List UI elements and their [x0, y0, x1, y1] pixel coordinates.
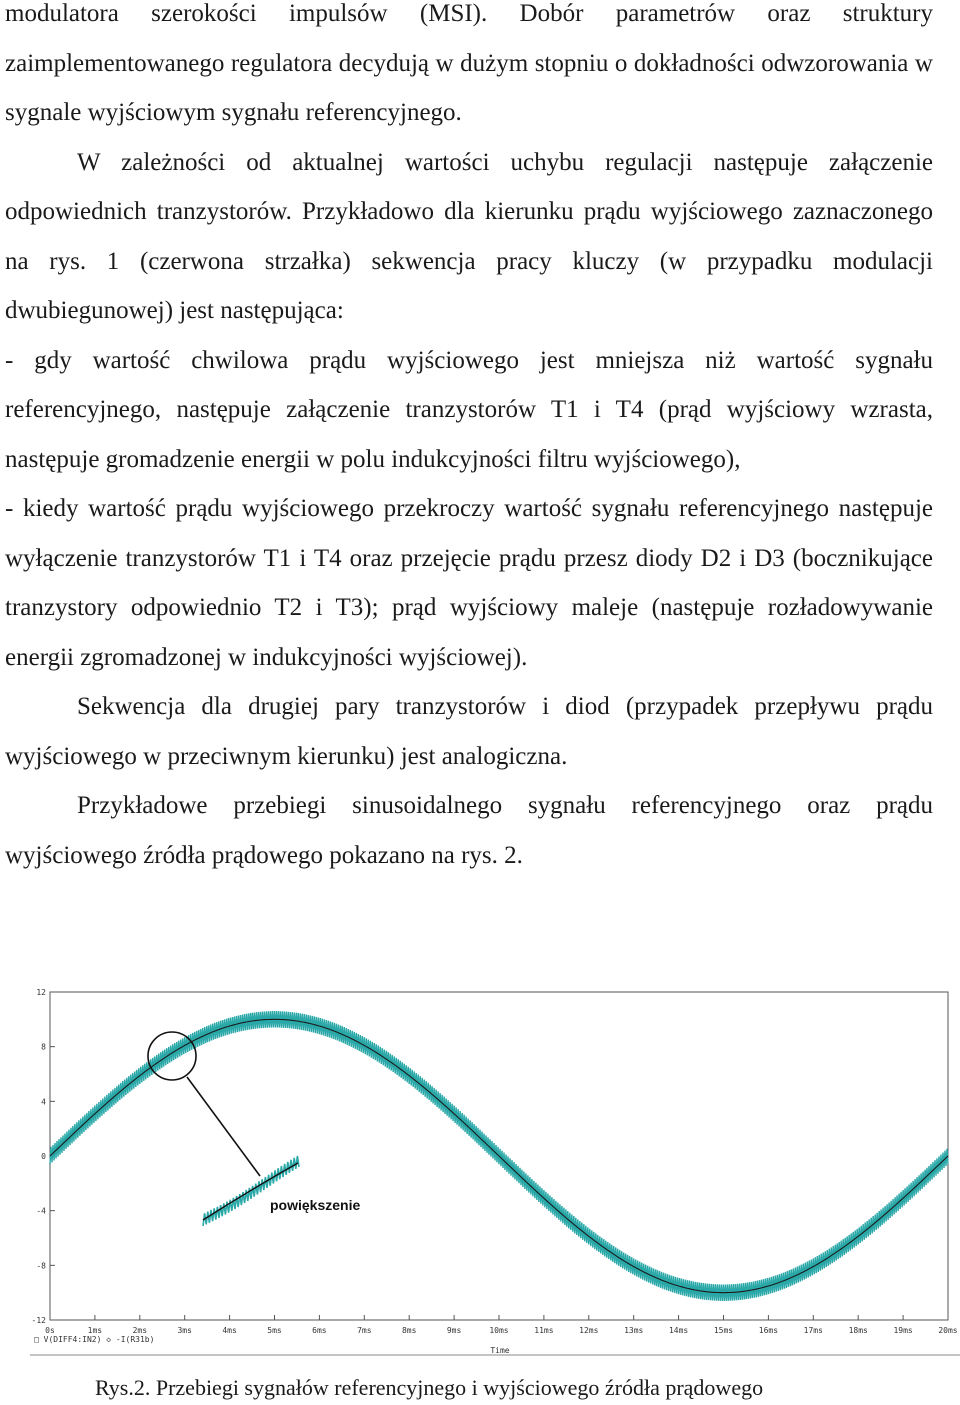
x-tick-label: 10ms [489, 1326, 509, 1335]
x-axis-title: Time [490, 1346, 510, 1355]
legend: □ V(DIFF4:IN2) ◇ -I(R31b) [34, 1335, 155, 1344]
series-reference-signal [50, 1019, 948, 1292]
y-tick-label: 8 [41, 1042, 46, 1052]
y-tick-label: 0 [41, 1152, 46, 1161]
paragraph-4: - kiedy wartość prądu wyjściowego przekroczy wartość sygnału referencyjnego następuje wyłączenie tranzystorów T1 i T4 oraz przejęcie prądu przesz diody D2 i D3 (bocznikujące tranzystory odpowiednio T2 i T3); prąd wyjściowy maleje (następuje rozładowywanie energii zgromadzonej w indukcyjności wyjściowej). [5, 495, 933, 671]
waveform-chart [30, 985, 960, 1360]
x-tick-label: 6ms [312, 1326, 327, 1335]
x-tick-label: 1ms [87, 1326, 103, 1335]
figure-caption: Rys.2. Przebiegi sygnałów referencyjnego i wyjściowego źródła prądowego [95, 1375, 764, 1400]
y-tick-label: -4 [36, 1206, 46, 1216]
zoom-label: powiększenie [270, 1197, 361, 1213]
x-tick-label: 4ms [222, 1326, 237, 1335]
paragraph-6: Przykładowe przebiegi sinusoidalnego sygnału referencyjnego oraz prądu wyjściowego źródła prądowego pokazano na rys. 2. [5, 792, 933, 869]
x-tick-label: 7ms [357, 1326, 372, 1335]
paragraph-1: modulatora szerokości impulsów (MSI). Dobór parametrów oraz struktury zaimplementowanego regulatora decydują w dużym stopniu o dokładności odwzorowania w sygnale wyjściowym sygnału referencyjnego. [5, 0, 933, 126]
x-tick-label: 20ms [938, 1326, 958, 1335]
paragraph-5: Sekwencja dla drugiej pary tranzystorów i diod (przypadek przepływu prądu wyjściowego w przeciwnym kierunku) jest analogiczna. [5, 693, 933, 770]
x-tick-label: 19ms [893, 1326, 913, 1335]
x-tick-label: 2ms [132, 1326, 148, 1335]
x-tick-label: 0s [45, 1326, 55, 1335]
y-tick-label: -8 [36, 1261, 46, 1271]
x-tick-label: 11ms [534, 1326, 554, 1335]
x-tick-label: 3ms [177, 1326, 192, 1335]
paragraph-2: W zależności od aktualnej wartości uchybu regulacji następuje załączenie odpowiednich tranzystorów. Przykładowo dla kierunku prądu wyjściowego zaznaczonego na rys. 1 (czerwona strzałka) sekwencja pracy kluczy (w przypadku modulacji dwubiegunowej) jest następująca: [5, 148, 933, 324]
paragraph-3: - gdy wartość chwilowa prądu wyjściowego jest mniejsza niż wartość sygnału referencyjnego, następuje załączenie tranzystorów T1 i T4 (prąd wyjściowy wzrasta, następuje gromadzenie energii w polu indukcyjności filtru wyjściowego), [5, 346, 933, 473]
y-tick-label: 12 [36, 988, 46, 997]
x-tick-label: 12ms [579, 1326, 599, 1335]
x-tick-label: 15ms [713, 1326, 734, 1335]
y-tick-label: -12 [31, 1316, 46, 1325]
body-text [5, 0, 933, 880]
x-tick-label: 5ms [267, 1326, 282, 1335]
y-tick-label: 4 [41, 1097, 46, 1107]
x-tick-label: 18ms [848, 1326, 868, 1335]
figure-waveforms [30, 985, 960, 1360]
zoom-leader-line [187, 1077, 260, 1176]
x-tick-label: 16ms [758, 1326, 779, 1335]
x-tick-label: 17ms [803, 1326, 823, 1335]
x-tick-label: 14ms [668, 1326, 689, 1335]
x-tick-label: 13ms [624, 1326, 644, 1335]
x-tick-label: 9ms [446, 1326, 462, 1335]
x-tick-label: 8ms [401, 1326, 417, 1335]
